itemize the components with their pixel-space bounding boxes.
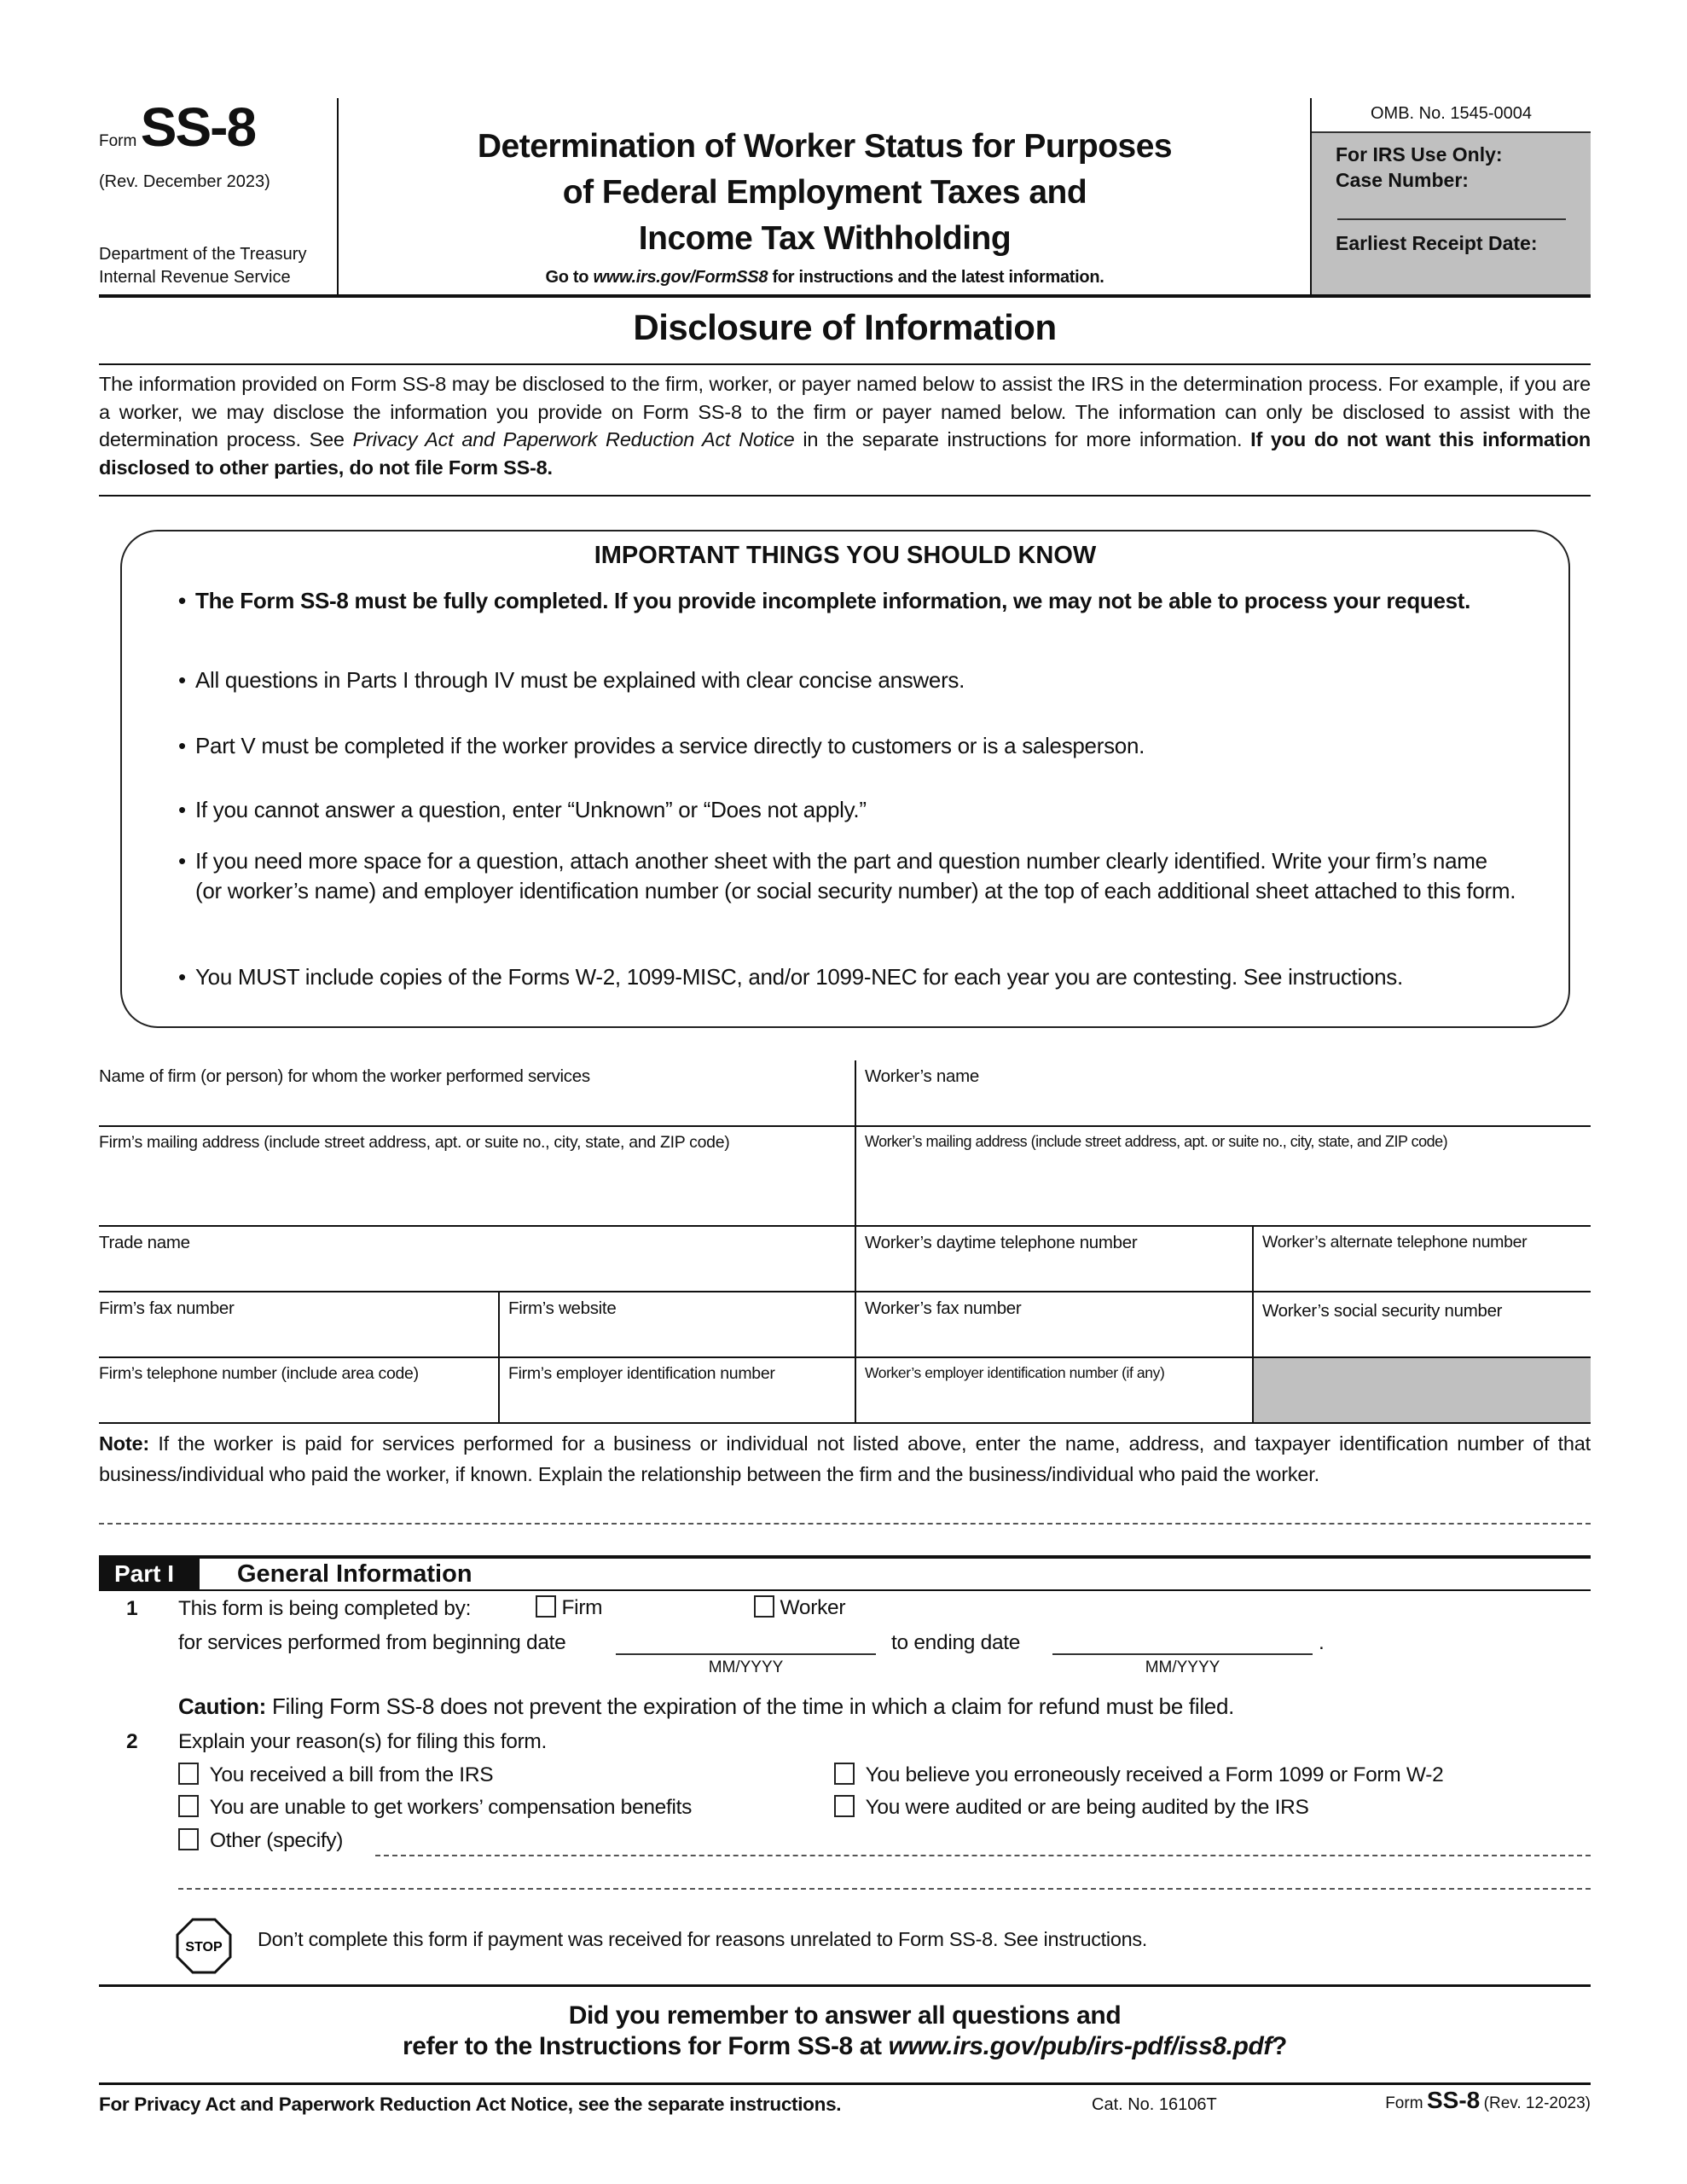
footer-form-id: Form SS-8 (Rev. 12-2023) <box>1385 2087 1591 2113</box>
list-item: • All questions in Parts I through IV must be explained with clear concise answers. <box>173 665 1517 731</box>
title-line1: Determination of Worker Status for Purposes <box>477 128 1173 165</box>
privacy-notice: For Privacy Act and Paperwork Reduction Act Notice, see the separate instructions. <box>99 2094 842 2115</box>
checkbox[interactable] <box>178 1828 199 1850</box>
title-line2: of Federal Employment Taxes and <box>562 174 1087 211</box>
rule <box>99 495 1591 497</box>
worker-ein-field[interactable]: Worker’s employer identification number (if any) <box>865 1364 1165 1381</box>
important-box <box>120 530 1570 1028</box>
part-tag: Part I <box>99 1557 200 1590</box>
list-item: • You MUST include copies of the Forms W-2, 1099-MISC, and/or 1099-NEC for each year you are contesting. See instructions. <box>173 962 1517 992</box>
note-answer-line[interactable] <box>99 1523 1591 1525</box>
date-hint: MM/YYYY <box>1145 1658 1220 1676</box>
list-item: • The Form SS-8 must be fully completed. If you provide incomplete information, we may not be able to process your request. <box>173 586 1517 665</box>
trade-name-field[interactable]: Trade name <box>99 1233 190 1252</box>
q1-dates-text: for services performed from beginning date <box>178 1631 566 1654</box>
shaded-cell <box>1252 1357 1591 1423</box>
rule <box>99 1225 1591 1227</box>
reminder: Did you remember to answer all questions and refer to the Instructions for Form SS-8 at www.irs.gov/pub/irs-pdf/iss8.pdf? <box>403 2001 1287 2060</box>
disclosure-text: The information provided on Form SS-8 may be disclosed to the firm, worker, or payer named below to assist the IRS in the determination process. For example, if you are a worker, we may disclose the information you provide on Form SS-8 to the firm or payer named below. The information can only be disclosed to assist with the determination process. See Privacy Act and Paperwork Reduction Act Notice in the separate instructions for more information. If you do not want this information disclosed to other parties, do not file Form SS-8. <box>99 373 1591 479</box>
rule <box>99 363 1591 365</box>
list-item: • Part V must be completed if the worker provides a service directly to customers or is a salesperson. <box>173 731 1517 795</box>
worker-alt-phone-field[interactable]: Worker’s alternate telephone number <box>1262 1233 1528 1252</box>
stop-icon <box>176 1918 232 1974</box>
reason-compensation-checkbox[interactable]: You are unable to get workers’ compensation benefits <box>178 1795 692 1820</box>
part-title: General Information <box>237 1560 472 1588</box>
caution: Caution: Filing Form SS-8 does not prevent the expiration of the time in which a claim for refund must be filed. <box>178 1693 1235 1719</box>
firm-checkbox[interactable]: Firm <box>536 1595 602 1620</box>
goto-line: Go to www.irs.gov/FormSS8 for instructions and the latest information. <box>545 268 1104 287</box>
q1-number: 1 <box>126 1597 138 1620</box>
divider <box>1252 1226 1254 1423</box>
checkbox[interactable] <box>536 1595 556 1618</box>
checkbox[interactable] <box>834 1763 855 1785</box>
checkbox[interactable] <box>178 1763 199 1785</box>
list-item: • If you need more space for a question, attach another sheet with the part and question number clearly identified. Write your firm’s name (or worker’s name) and employer identification number (or social security number) at the top of each additional sheet attached to this form. <box>173 846 1517 962</box>
to-ending-text: to ending date <box>891 1631 1021 1654</box>
beginning-date-input[interactable] <box>616 1653 876 1655</box>
instructions-link[interactable]: www.irs.gov/pub/irs-pdf/iss8.pdf <box>888 2032 1272 2060</box>
important-title: IMPORTANT THINGS YOU SHOULD KNOW <box>594 542 1097 569</box>
other-specify-input-line2[interactable] <box>178 1888 1591 1890</box>
ending-date-input[interactable] <box>1052 1653 1313 1655</box>
irs-use-box: For IRS Use Only: Case Number: Earliest Receipt Date: <box>1312 131 1591 296</box>
rule <box>99 1125 1591 1127</box>
stop-label: STOP <box>185 1940 223 1955</box>
checkbox[interactable] <box>754 1595 774 1618</box>
disclosure-title: Disclosure of Information <box>633 307 1057 347</box>
form-title <box>339 124 1311 262</box>
date-hint: MM/YYYY <box>708 1658 784 1676</box>
worker-name-field[interactable]: Worker’s name <box>865 1066 979 1086</box>
q2-text: Explain your reason(s) for filing this form. <box>178 1730 548 1753</box>
other-specify-input[interactable] <box>375 1855 1591 1856</box>
firm-name-field[interactable]: Name of firm (or person) for whom the worker performed services <box>99 1066 590 1086</box>
important-list <box>173 586 1517 992</box>
period: . <box>1319 1631 1325 1654</box>
reason-1099-checkbox[interactable]: You believe you erroneously received a Form 1099 or Form W-2 <box>834 1763 1443 1787</box>
case-number-line <box>1337 218 1566 220</box>
note: Note: If the worker is paid for services performed for a business or individual not listed above, enter the name, address, and taxpayer identification number of that business/individual who paid the worker, if known. Explain the relationship between the firm and the business/individual who paid the worker. <box>99 1432 1591 1485</box>
q1-text: This form is being completed by: <box>178 1597 472 1620</box>
revision: (Rev. December 2023) <box>99 172 270 191</box>
rule <box>99 1984 1591 1987</box>
title-line3: Income Tax Withholding <box>638 220 1012 257</box>
list-item: • If you cannot answer a question, enter “Unknown” or “Does not apply.” <box>173 795 1517 846</box>
checkbox[interactable] <box>178 1795 199 1817</box>
form-id <box>99 96 255 159</box>
footer-rule <box>99 2082 1591 2085</box>
worker-address-field[interactable]: Worker’s mailing address (include street address, apt. or suite no., city, state, and ZIP code) <box>865 1133 1448 1150</box>
header-rule <box>99 294 1591 298</box>
cat-number: Cat. No. 16106T <box>1092 2095 1217 2114</box>
form-number: SS-8 <box>140 96 256 158</box>
q2-number: 2 <box>126 1730 138 1753</box>
reason-audit-checkbox[interactable]: You were audited or are being audited by the IRS <box>834 1795 1309 1820</box>
goto-link[interactable]: www.irs.gov/FormSS8 <box>593 268 768 287</box>
worker-fax-field[interactable]: Worker’s fax number <box>865 1298 1022 1318</box>
dept-line1: Department of the Treasury <box>99 245 307 264</box>
firm-ein-field[interactable]: Firm’s employer identification number <box>508 1364 775 1383</box>
worker-ssn-field[interactable]: Worker’s social security number <box>1262 1301 1503 1321</box>
firm-fax-field[interactable]: Firm’s fax number <box>99 1298 235 1318</box>
worker-checkbox[interactable]: Worker <box>754 1595 845 1620</box>
checkbox[interactable] <box>834 1795 855 1817</box>
dept-line2: Internal Revenue Service <box>99 268 291 287</box>
reason-bill-checkbox[interactable]: You received a bill from the IRS <box>178 1763 493 1787</box>
firm-address-field[interactable]: Firm’s mailing address (include street address, apt. or suite no., city, state, and ZIP code) <box>99 1133 730 1152</box>
firm-phone-field[interactable]: Firm’s telephone number (include area code) <box>99 1364 419 1383</box>
worker-day-phone-field[interactable]: Worker’s daytime telephone number <box>865 1233 1138 1252</box>
omb-number: OMB. No. 1545-0004 <box>1371 104 1532 123</box>
firm-website-field[interactable]: Firm’s website <box>508 1298 617 1318</box>
rule <box>99 1291 1591 1292</box>
reason-other-checkbox[interactable]: Other (specify) <box>178 1828 343 1853</box>
form-word: Form <box>99 132 137 150</box>
rule <box>99 1589 1591 1591</box>
rule <box>99 1422 1591 1424</box>
stop-text: Don’t complete this form if payment was received for reasons unrelated to Form SS-8. See instructions. <box>258 1928 1148 1950</box>
divider <box>855 1060 856 1423</box>
rule <box>99 1356 1591 1358</box>
